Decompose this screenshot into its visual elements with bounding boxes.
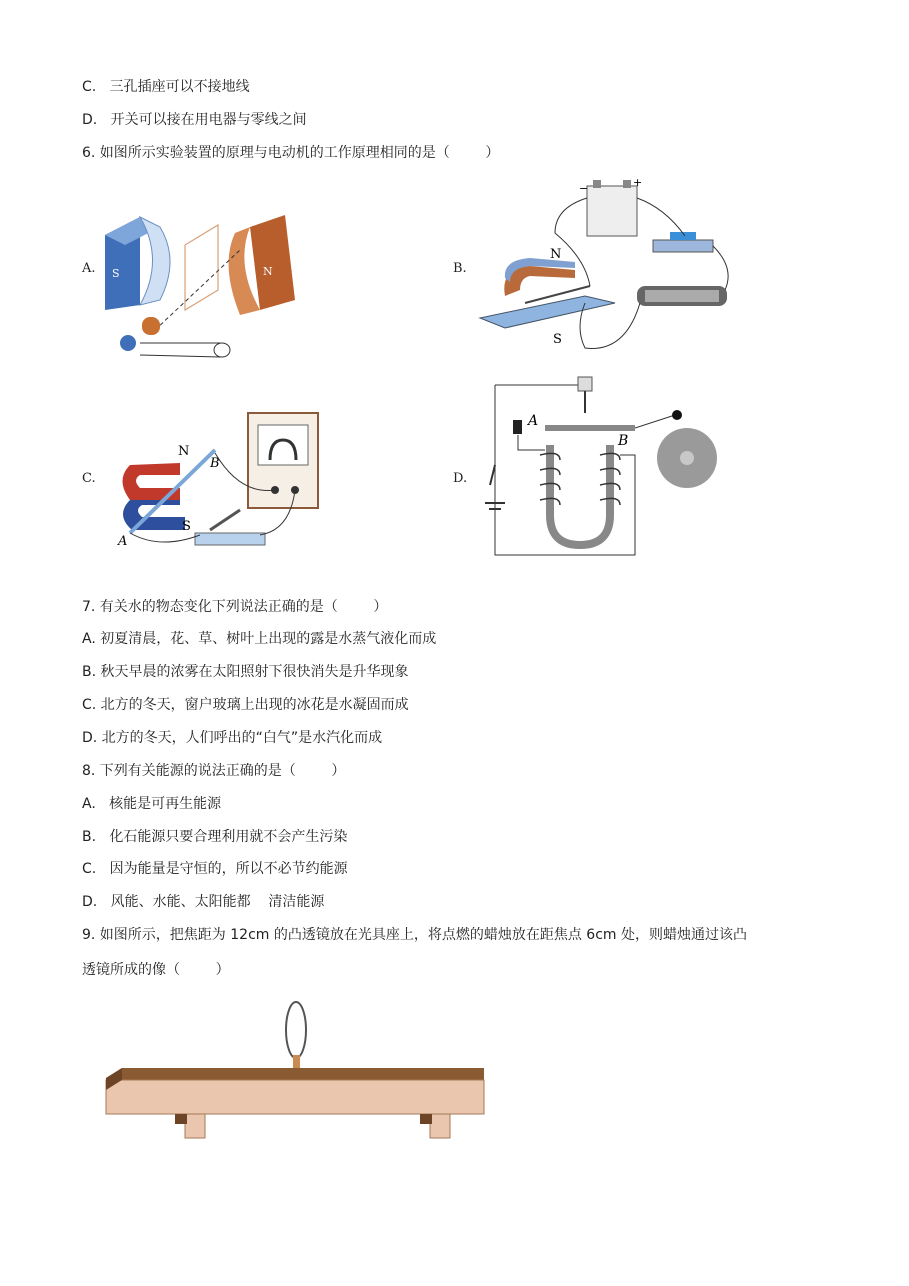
q7-option-b: B. 秋天早晨的浓雾在太阳照射下很快消失是升华现象	[82, 664, 409, 680]
q9-stem-line1: 9. 如图所示，把焦距为 12cm 的凸透镜放在光具座上，将点燃的蜡烛放在距焦点 6cm 处，则蜡烛通过该凸	[82, 927, 747, 943]
figure-a-n-label: N	[263, 265, 273, 278]
q6-stem: 6. 如图所示实验装置的原理与电动机的工作原理相同的是（ ）	[82, 145, 500, 161]
figure-b-motor-circuit	[475, 178, 745, 358]
figure-d-b-label: B	[618, 433, 629, 449]
figure-b-n-label: N	[550, 247, 562, 262]
figure-d-electric-bell	[480, 375, 730, 560]
figure-9-optical-bench	[100, 1000, 500, 1150]
figure-a-s-label: S	[112, 267, 120, 280]
figure-b-plus: +	[633, 178, 643, 189]
figure-c-n-label: N	[178, 444, 190, 459]
q8-option-a: A. 核能是可再生能源	[82, 796, 222, 812]
figure-c-galvanometer-setup	[110, 405, 330, 555]
q6-option-b-label: B.	[453, 261, 467, 276]
q6-option-d-label: D.	[453, 471, 468, 486]
q7-option-c: C. 北方的冬天，窗户玻璃上出现的冰花是水凝固而成	[82, 697, 409, 713]
q8-stem: 8. 下列有关能源的说法正确的是（ ）	[82, 763, 346, 779]
figure-c-a-label: A	[118, 534, 128, 549]
figure-b-minus: −	[579, 182, 589, 195]
q6-option-a-label: A.	[82, 261, 96, 276]
figure-c-s-label: S	[182, 519, 191, 534]
figure-b-s-label: S	[553, 332, 562, 347]
q9-stem-line2: 透镜所成的像（ ）	[82, 962, 230, 978]
q5-option-c: C. 三孔插座可以不接地线	[82, 79, 250, 95]
figure-c-b-label: B	[210, 456, 220, 471]
q6-option-c-label: C.	[82, 471, 96, 486]
q7-option-d: D. 北方的冬天，人们呼出的“白气”是水汽化而成	[82, 730, 383, 746]
q8-option-c: C. 因为能量是守恒的，所以不必节约能源	[82, 861, 348, 877]
q5-option-d: D. 开关可以接在用电器与零线之间	[82, 112, 307, 128]
figure-a-coil-between-magnets	[100, 205, 310, 365]
figure-d-a-label: A	[528, 413, 539, 429]
q7-option-a: A. 初夏清晨，花、草、树叶上出现的露是水蒸气液化而成	[82, 631, 437, 647]
q8-option-b: B. 化石能源只要合理利用就不会产生污染	[82, 829, 348, 845]
q7-stem: 7. 有关水的物态变化下列说法正确的是（ ）	[82, 599, 388, 615]
q8-option-d: D. 风能、水能、太阳能都 清洁能源	[82, 894, 325, 910]
